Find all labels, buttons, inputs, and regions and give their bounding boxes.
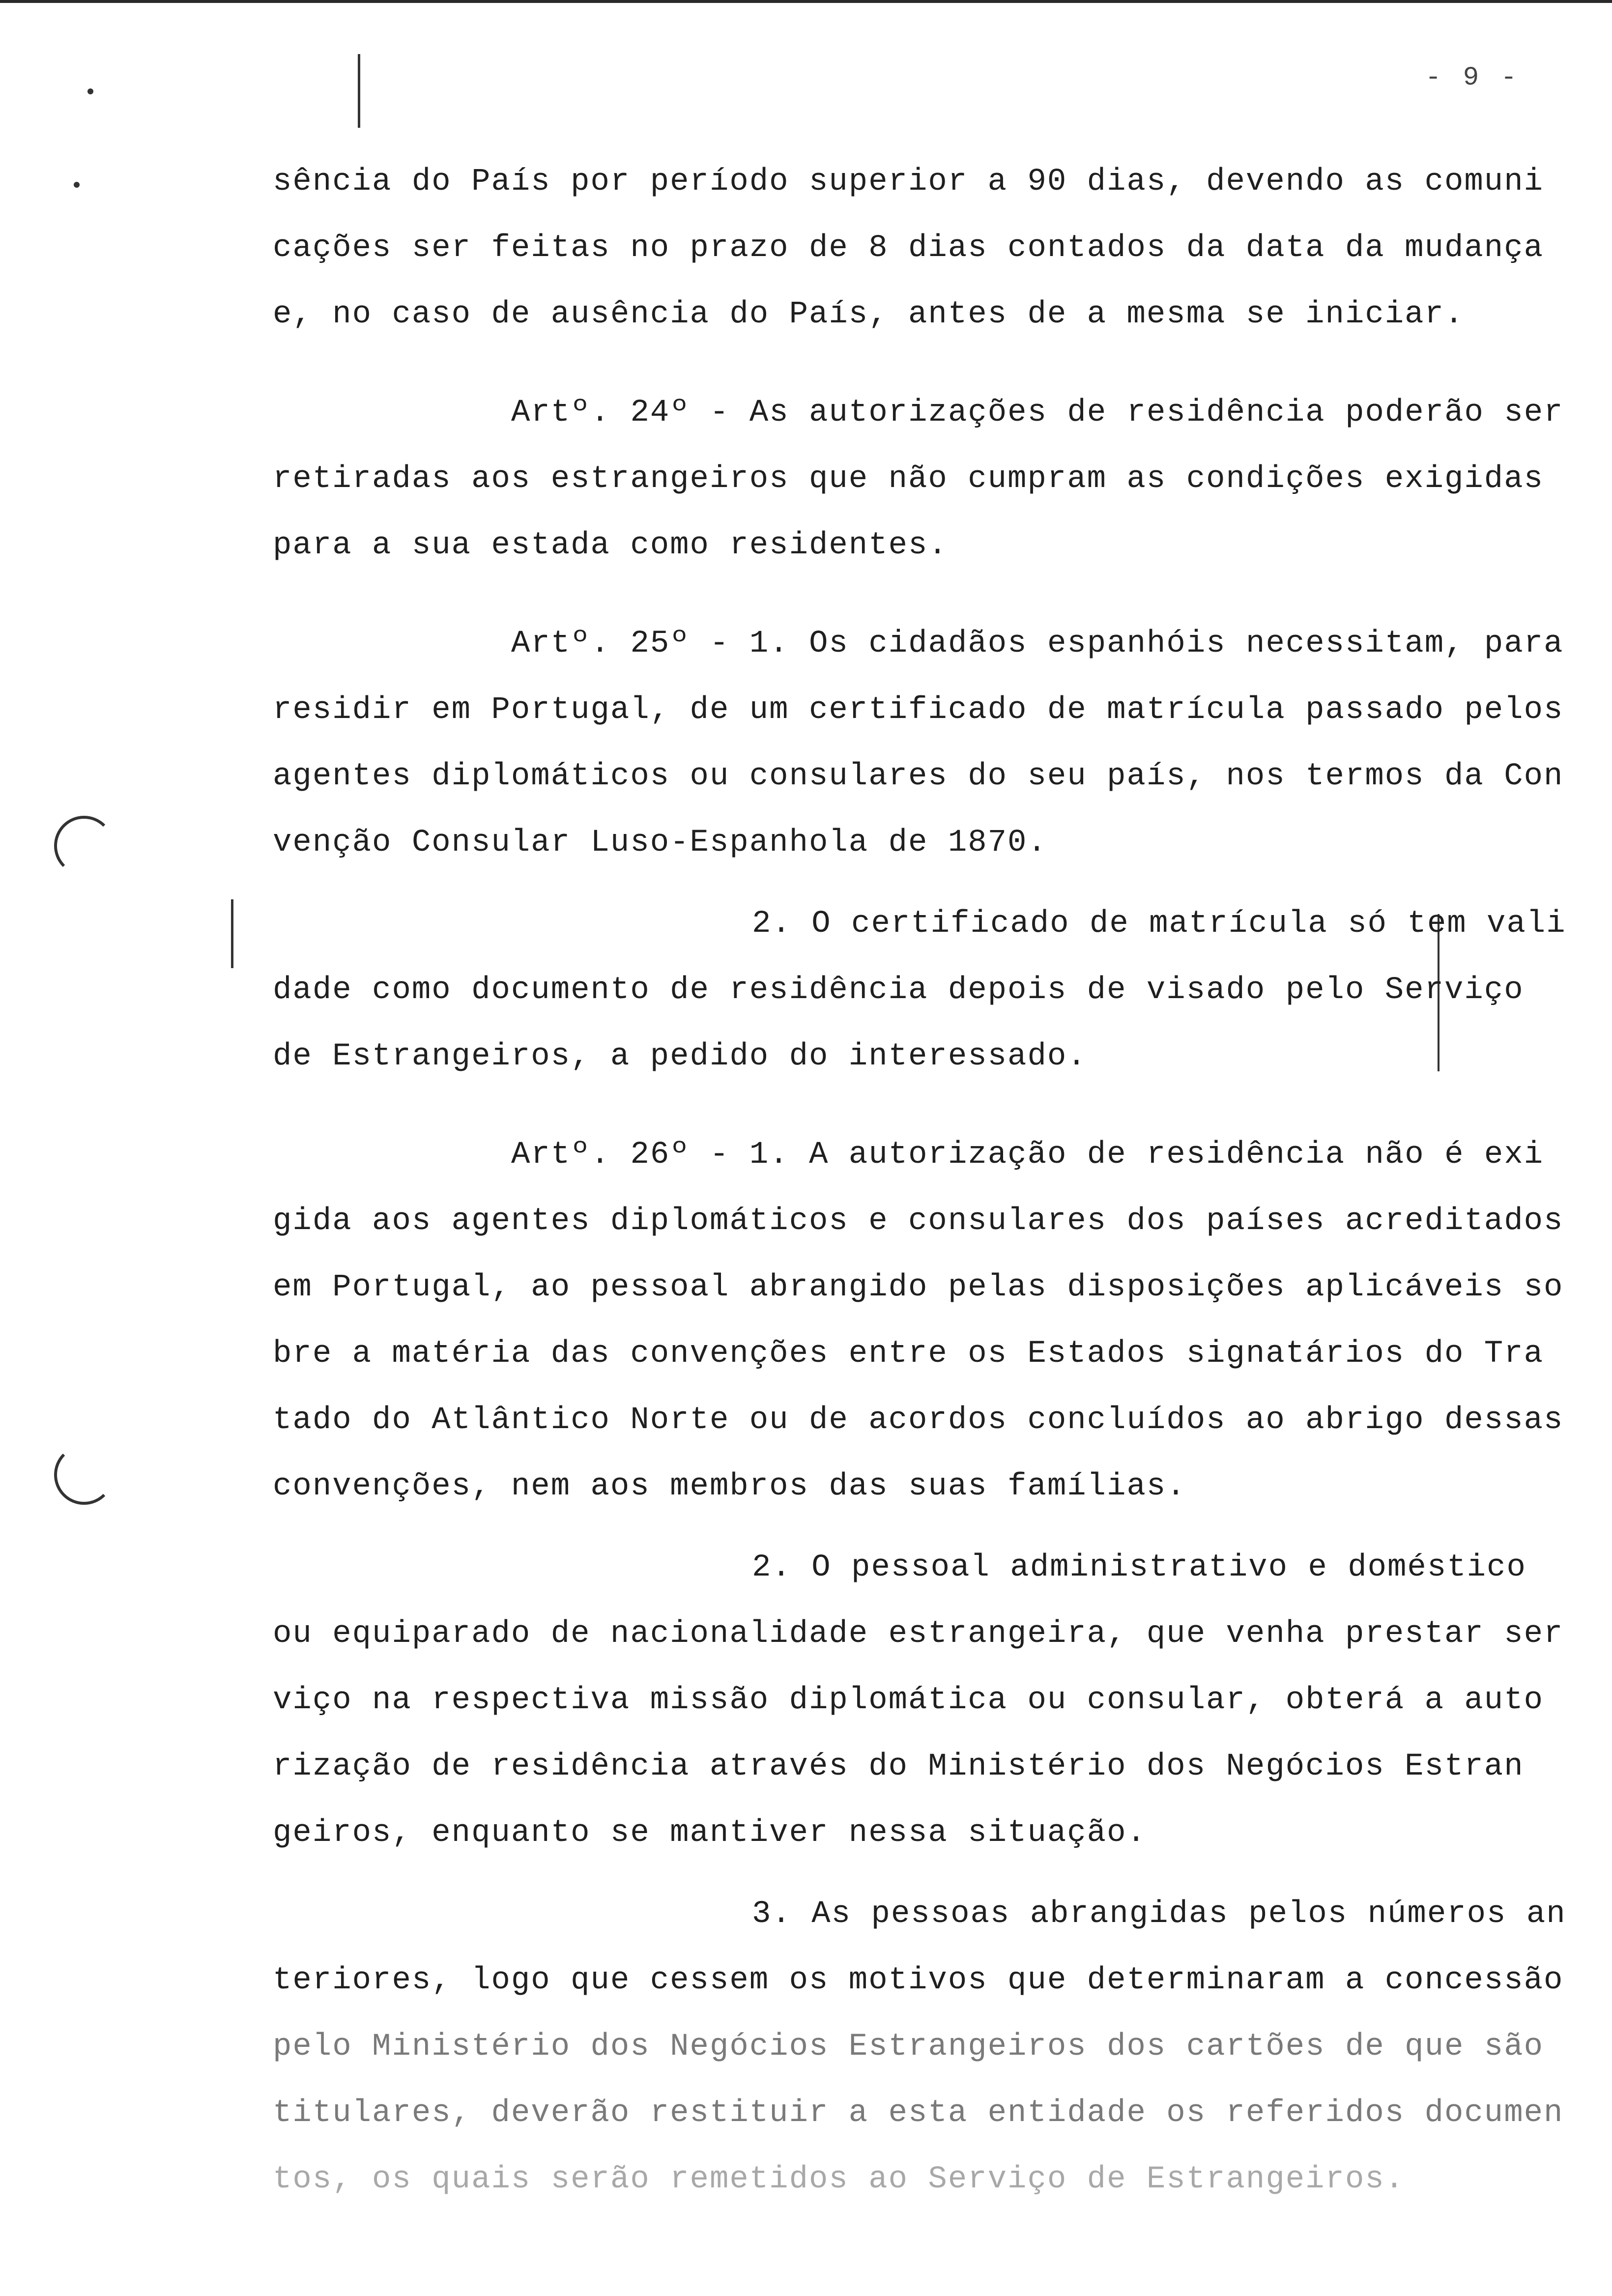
margin-mark [358, 54, 360, 128]
paragraph-start-line: 2. O certificado de matrícula só tem vali [752, 906, 1566, 942]
text-line: sência do País por período superior a 90 dias, devendo as comuni [273, 164, 1544, 200]
paragraph-start-line: 3. As pessoas abrangidas pelos números an [752, 1896, 1566, 1932]
text-line: pelo Ministério dos Negócios Estrangeiros dos cartões de que são [273, 2029, 1544, 2065]
margin-mark [231, 899, 233, 968]
article-heading-line: Artº. 26º - 1. A autorização de residência não é exi [511, 1137, 1544, 1173]
margin-mark [87, 88, 93, 94]
text-line: cações ser feitas no prazo de 8 dias contados da data da mudança [273, 230, 1544, 266]
text-line: bre a matéria das convenções entre os Estados signatários do Tra [273, 1336, 1544, 1372]
paragraph-start-line: 2. O pessoal administrativo e doméstico [752, 1550, 1526, 1585]
text-line: venção Consular Luso-Espanhola de 1870. [273, 825, 1047, 861]
article-heading-line: Artº. 25º - 1. Os cidadãos espanhóis necessitam, para [511, 626, 1564, 661]
text-line: geiros, enquanto se mantiver nessa situação. [273, 1815, 1147, 1851]
text-line: convenções, nem aos membros das suas famílias. [273, 1469, 1186, 1504]
article-heading-line: Artº. 24º - As autorizações de residência poderão ser [511, 395, 1564, 430]
text-line: e, no caso de ausência do País, antes de a mesma se iniciar. [273, 297, 1465, 332]
text-line: residir em Portugal, de um certificado de matrícula passado pelos [273, 692, 1564, 728]
text-line: tos, os quais serão remetidos ao Serviço de Estrangeiros. [273, 2162, 1405, 2197]
text-line: para a sua estada como residentes. [273, 528, 948, 563]
text-line: de Estrangeiros, a pedido do interessado. [273, 1039, 1087, 1074]
text-line: ou equiparado de nacionalidade estrangeira, que venha prestar ser [273, 1616, 1564, 1652]
punch-hole-mark [54, 816, 114, 876]
scan-top-edge [0, 0, 1612, 3]
text-line: gida aos agentes diplomáticos e consulares dos países acreditados [273, 1204, 1564, 1239]
text-line: agentes diplomáticos ou consulares do seu país, nos termos da Con [273, 759, 1564, 794]
text-line: rização de residência através do Ministério dos Negócios Estran [273, 1749, 1524, 1784]
text-line: teriores, logo que cessem os motivos que determinaram a concessão [273, 1963, 1564, 1998]
text-line: viço na respectiva missão diplomática ou consular, obterá a auto [273, 1683, 1544, 1718]
text-line: em Portugal, ao pessoal abrangido pelas disposições aplicáveis so [273, 1270, 1564, 1305]
text-line: tado do Atlântico Norte ou de acordos concluídos ao abrigo dessas [273, 1403, 1564, 1438]
text-line: retiradas aos estrangeiros que não cumpram as condições exigidas [273, 461, 1544, 497]
margin-mark [74, 182, 80, 188]
page-number: - 9 - [1425, 63, 1520, 93]
punch-hole-mark [54, 1445, 114, 1505]
text-line: dade como documento de residência depois de visado pelo Serviço [273, 973, 1524, 1008]
text-line: titulares, deverão restituir a esta entidade os referidos documen [273, 2095, 1564, 2131]
